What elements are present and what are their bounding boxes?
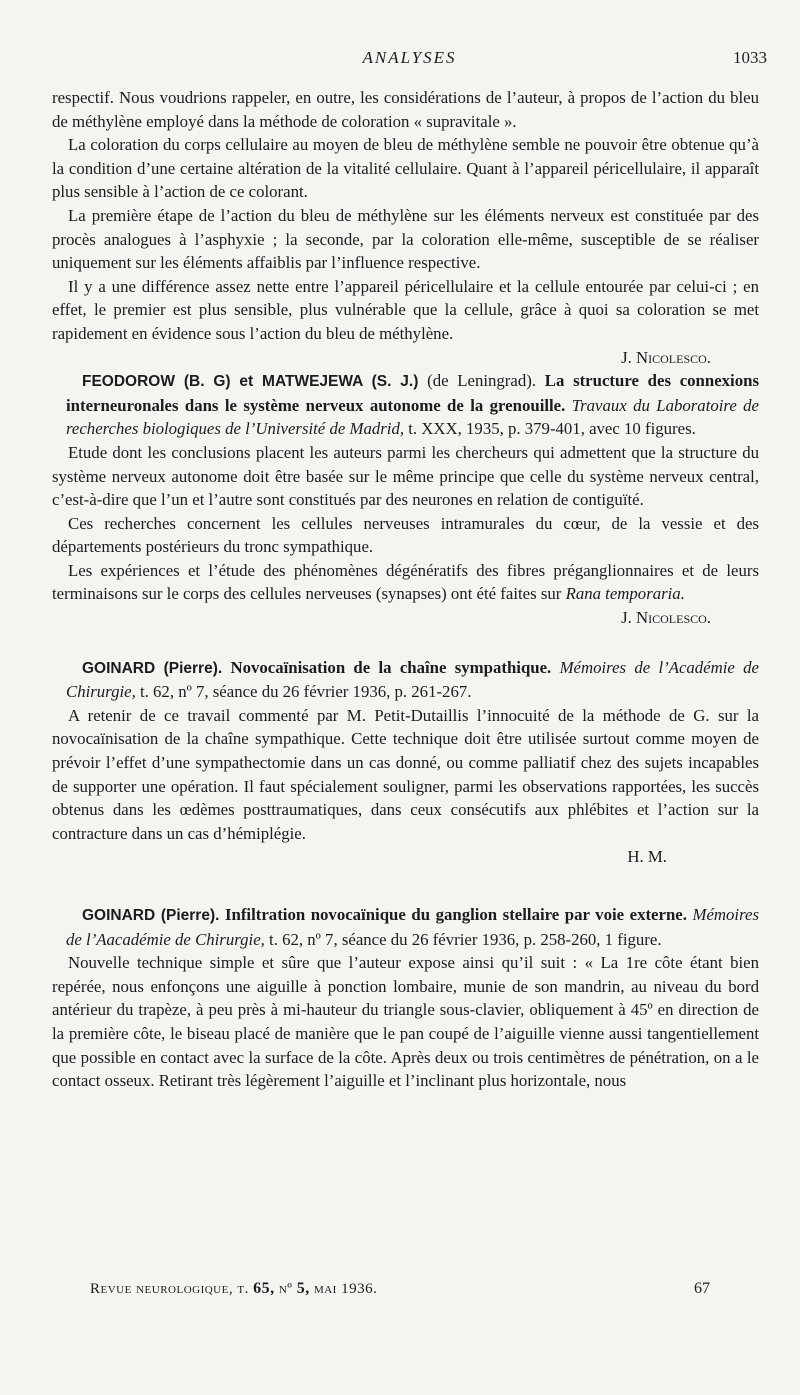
paragraph (52, 559, 759, 606)
article-authors: FEODOROW (B. G) et MATWEJEWA (S. J.) (82, 373, 419, 391)
reviewer-signature: J. Nicolesco. (621, 608, 711, 628)
article-origin: (de Leningrad). (427, 371, 537, 391)
page-footer (90, 1280, 710, 1304)
footer-volume: 65, (253, 1280, 275, 1297)
article-body (52, 86, 759, 1093)
paragraph: La première étape de l’action du bleu de méthylène sur les éléments nerveux est constituée par des procès analogues à l’asphyxie ; la seconde, par la coloration elle-même, susceptible de se réaliser uniquement sur les éléments affaiblis par l’influence respective. (52, 205, 759, 273)
paragraph: La coloration du corps cellulaire au moyen de bleu de méthylène semble ne pouvoir être obtenue qu’à la condition d’une certaine altération de la vitalité cellulaire. Quant à l’appareil péricellulaire, il apparaît plus sensible à l’action de ce colorant. (52, 135, 759, 202)
paragraph: A retenir de ce travail commenté par M. Petit-Dutaillis l’innocuité de la méthode de G. sur la novocaïnisation de la chaîne sympathique. Cette technique doit être utilisée surtout comme moyen de prévoir l’effet d’une sympathectomie dans un cas donné, ou comme palliatif chez des sujets incapables de supporter une opération. Il faut spécialement souligner, parmi les observations rapportées, les succès obtenus dans les œdèmes posttraumatiques, dans ceux consécutifs aux phlébites et l’action sur la contracture dans un cas d’hémiplégie. (52, 705, 759, 843)
article-journal: Travaux du Laboratoire de recherches biologiques de l’Université de Madrid, (66, 395, 759, 439)
signature-line (52, 606, 759, 630)
running-title: ANALYSES (362, 48, 457, 67)
article-heading (52, 903, 759, 951)
signature-line (52, 845, 759, 869)
footer-issue-label: nº (278, 1281, 293, 1297)
article-journal: Mémoires de l’Académie de Chirurgie, (66, 657, 759, 702)
footer-issue: 5, (296, 1280, 310, 1297)
signature-line (52, 346, 759, 370)
reviewer-signature: J. Nicolesco. (621, 347, 711, 367)
article-reference: t. XXX, 1935, p. 379-401, avec 10 figures. (408, 419, 696, 439)
page-number: 1033 (733, 48, 767, 67)
paragraph: Nouvelle technique simple et sûre que l’auteur expose ainsi qu’il suit : « La 1re côte étant bien repérée, nous enfonçons une aiguille à ponction lombaire, munie de son mandrin, au niveau du bord antérieur du trapèze, à peu près à mi-hauteur du triangle sous-clavier, obliquement à 45º en direction de la première côte, le biseau placé de manière que le pan coupé de l’aiguille vienne aussi tangentiellement que possible en contact avec la surface de la côte. Après deux ou trois centimètres de pénétration, on a le contact osseux. Retirant très légèrement l’aiguille et l’inclinant plus horizontale, nous (52, 953, 759, 1091)
article-title: Novocaïnisation de la chaîne sympathique. (230, 657, 552, 677)
paragraph-text: Les expériences et l’étude des phénomènes dégénératifs des fibres préganglionnaires et de leurs terminaisons sur le corps des cellules nerveuses (synapses) ont été faites sur (52, 560, 759, 604)
article-authors: GOINARD (Pierre). (82, 907, 220, 924)
footer-page-number: 67 (694, 1280, 710, 1297)
footer-journal: Revue neurologique, t. (90, 1281, 249, 1297)
article-title: La structure des connexions interneuronales dans le système nerveux autonome de la grenouille. (66, 371, 759, 415)
article-heading (52, 656, 759, 704)
article-heading (52, 369, 759, 441)
species-name: Rana temporaria. (565, 584, 685, 604)
footer-citation (90, 1280, 377, 1298)
article-authors: GOINARD (Pierre). (82, 659, 223, 677)
paragraph: Etude dont les conclusions placent les auteurs parmi les chercheurs qui admettent que la structure du système nerveux autonome doit être basée sur le même principe que celle du système nerveux central, c’est-à-dire que l’un et l’autre sont constitués par des neurones en relation de contiguïté. (52, 442, 759, 510)
paragraph: Ces recherches concernent les cellules nerveuses intramurales du cœur, de la vessie et des départements postérieurs du tronc sympathique. (52, 513, 759, 557)
footer-date: mai 1936. (313, 1281, 378, 1297)
paragraph: Il y a une différence assez nette entre l’appareil péricellulaire et la cellule entourée par celui-ci ; en effet, le premier est plus sensible, plus vulnérable que la cellule, grâce à quoi sa coloration se met rapidement en évidence sous l’action du bleu de méthylène. (52, 276, 759, 343)
article-journal: Mémoires de l’Aacadémie de Chirurgie, (66, 905, 759, 949)
article-reference: t. 62, nº 7, séance du 26 février 1936, p. 261-267. (139, 682, 472, 702)
paragraph: respectif. Nous voudrions rappeler, en outre, les considérations de l’auteur, à propos de l’action du bleu de méthylène employé dans la méthode de coloration « supravitale ». (52, 88, 759, 131)
running-head (52, 48, 767, 72)
article-reference: t. 62, nº 7, séance du 26 février 1936, p. 258-260, 1 figure. (269, 929, 662, 949)
reviewer-signature: H. M. (627, 847, 667, 867)
article-title: Infiltration novocaïnique du ganglion stellaire par voie externe. (224, 905, 687, 924)
